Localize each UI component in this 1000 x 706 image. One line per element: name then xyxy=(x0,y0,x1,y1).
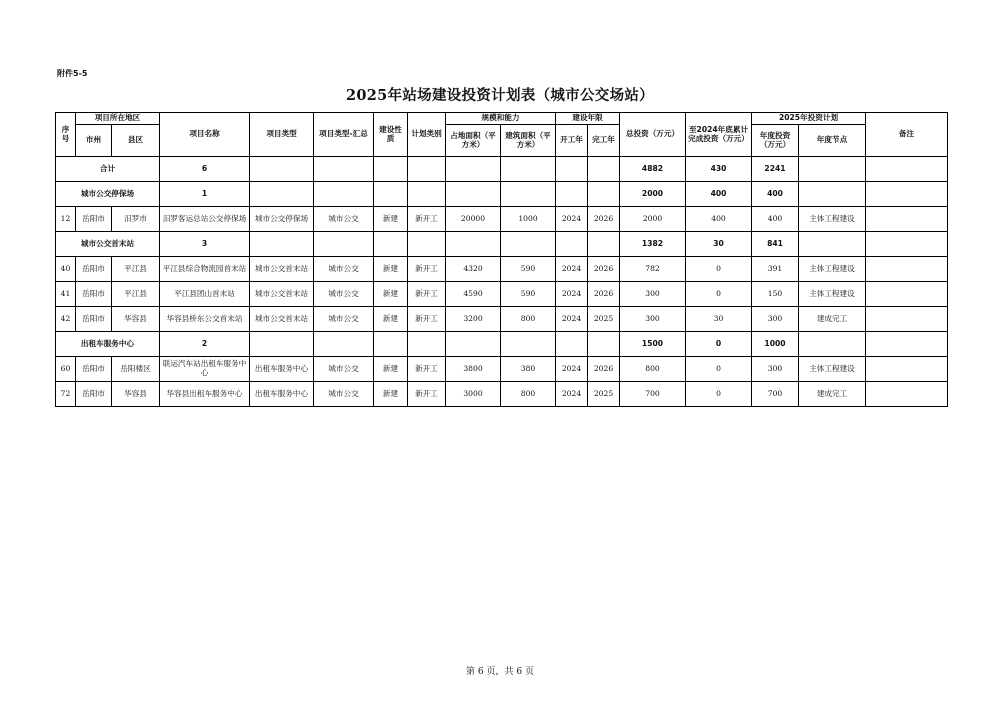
cell-remark xyxy=(866,382,948,407)
total-row xyxy=(56,157,948,182)
cell-summary: 城市公交 xyxy=(314,282,374,307)
attachment-label: 附件5-5 xyxy=(57,69,88,78)
cell-city: 岳阳市 xyxy=(76,382,112,407)
cell-city: 岳阳市 xyxy=(76,257,112,282)
cell-total: 2000 xyxy=(620,207,686,232)
cell-nature: 新建 xyxy=(374,357,408,382)
group-annual: 400 xyxy=(752,182,799,207)
cell-name: 平江县综合物流园首末站 xyxy=(160,257,250,282)
group-label: 城市公交首末站 xyxy=(56,232,160,257)
cell-name: 华容县出租车服务中心 xyxy=(160,382,250,407)
cell-land: 3200 xyxy=(446,307,501,332)
cell-annual: 300 xyxy=(752,307,799,332)
cell-remark xyxy=(866,257,948,282)
cell-type: 出租车服务中心 xyxy=(250,357,314,382)
group-row xyxy=(56,182,948,207)
cell-remark xyxy=(866,282,948,307)
cell-start: 2024 xyxy=(556,357,588,382)
cell-total: 782 xyxy=(620,257,686,282)
col-name: 项目名称 xyxy=(160,113,250,157)
col-remark: 备注 xyxy=(866,113,948,157)
cell-build: 590 xyxy=(501,282,556,307)
cell-land: 4320 xyxy=(446,257,501,282)
group-annual: 841 xyxy=(752,232,799,257)
cell-county: 华容县 xyxy=(112,307,160,332)
cell-type: 出租车服务中心 xyxy=(250,382,314,407)
cell-name: 平江县团山首末站 xyxy=(160,282,250,307)
cell-land: 20000 xyxy=(446,207,501,232)
cell-land: 4590 xyxy=(446,282,501,307)
col-completed-2024: 至2024年底累计完成投资（万元） xyxy=(686,113,752,157)
cell-type: 城市公交首末站 xyxy=(250,282,314,307)
cell-done: 0 xyxy=(686,257,752,282)
col-county: 县区 xyxy=(112,125,160,157)
total-annual: 2241 xyxy=(752,157,799,182)
cell-node: 建成完工 xyxy=(799,307,866,332)
cell-seq: 42 xyxy=(56,307,76,332)
group-done: 30 xyxy=(686,232,752,257)
group-label: 出租车服务中心 xyxy=(56,332,160,357)
cell-nature: 新建 xyxy=(374,382,408,407)
group-count: 2 xyxy=(160,332,250,357)
col-nature: 建设性质 xyxy=(374,113,408,157)
cell-end: 2026 xyxy=(588,282,620,307)
col-annual-node: 年度节点 xyxy=(799,125,866,157)
col-start-year: 开工年 xyxy=(556,125,588,157)
cell-build: 800 xyxy=(501,382,556,407)
cell-nature: 新建 xyxy=(374,307,408,332)
cell-county: 华容县 xyxy=(112,382,160,407)
table-row xyxy=(56,257,948,282)
cell-start: 2024 xyxy=(556,282,588,307)
group-done: 0 xyxy=(686,332,752,357)
cell-start: 2024 xyxy=(556,307,588,332)
group-label: 城市公交停保场 xyxy=(56,182,160,207)
cell-end: 2026 xyxy=(588,257,620,282)
group-row xyxy=(56,332,948,357)
cell-county: 岳阳楼区 xyxy=(112,357,160,382)
group-count: 1 xyxy=(160,182,250,207)
group-total: 2000 xyxy=(620,182,686,207)
cell-nature: 新建 xyxy=(374,207,408,232)
col-building-area: 建筑面积（平方米） xyxy=(501,125,556,157)
cell-city: 岳阳市 xyxy=(76,357,112,382)
group-total: 1382 xyxy=(620,232,686,257)
col-city: 市州 xyxy=(76,125,112,157)
group-done: 400 xyxy=(686,182,752,207)
group-row xyxy=(56,232,948,257)
cell-land: 3800 xyxy=(446,357,501,382)
cell-annual: 391 xyxy=(752,257,799,282)
cell-total: 300 xyxy=(620,282,686,307)
cell-end: 2025 xyxy=(588,307,620,332)
cell-type: 城市公交首末站 xyxy=(250,257,314,282)
cell-node: 主体工程建设 xyxy=(799,357,866,382)
cell-seq: 72 xyxy=(56,382,76,407)
cell-name: 汨罗客运总站公交停保场 xyxy=(160,207,250,232)
cell-plan: 新开工 xyxy=(408,257,446,282)
cell-node: 主体工程建设 xyxy=(799,257,866,282)
cell-summary: 城市公交 xyxy=(314,207,374,232)
group-count: 3 xyxy=(160,232,250,257)
cell-start: 2024 xyxy=(556,257,588,282)
cell-end: 2025 xyxy=(588,382,620,407)
investment-table xyxy=(55,112,948,407)
cell-remark xyxy=(866,207,948,232)
cell-total: 300 xyxy=(620,307,686,332)
cell-start: 2024 xyxy=(556,382,588,407)
cell-annual: 150 xyxy=(752,282,799,307)
cell-plan: 新开工 xyxy=(408,382,446,407)
cell-seq: 60 xyxy=(56,357,76,382)
cell-start: 2024 xyxy=(556,207,588,232)
cell-node: 主体工程建设 xyxy=(799,207,866,232)
cell-seq: 40 xyxy=(56,257,76,282)
cell-remark xyxy=(866,357,948,382)
col-location: 项目所在地区 xyxy=(76,113,160,125)
table-row xyxy=(56,307,948,332)
cell-nature: 新建 xyxy=(374,257,408,282)
col-land-area: 占地面积（平方米） xyxy=(446,125,501,157)
total-invest: 4882 xyxy=(620,157,686,182)
cell-summary: 城市公交 xyxy=(314,307,374,332)
total-label: 合计 xyxy=(56,157,160,182)
table-row xyxy=(56,282,948,307)
col-seq: 序号 xyxy=(56,113,76,157)
cell-node: 建成完工 xyxy=(799,382,866,407)
cell-summary: 城市公交 xyxy=(314,357,374,382)
cell-build: 1000 xyxy=(501,207,556,232)
cell-total: 800 xyxy=(620,357,686,382)
cell-build: 590 xyxy=(501,257,556,282)
cell-nature: 新建 xyxy=(374,282,408,307)
cell-build: 800 xyxy=(501,307,556,332)
cell-type: 城市公交停保场 xyxy=(250,207,314,232)
cell-plan: 新开工 xyxy=(408,207,446,232)
cell-end: 2026 xyxy=(588,357,620,382)
table-row xyxy=(56,382,948,407)
page-title: 2025年站场建设投资计划表（城市公交场站） xyxy=(346,87,654,104)
cell-annual: 300 xyxy=(752,357,799,382)
cell-done: 0 xyxy=(686,282,752,307)
cell-type: 城市公交首末站 xyxy=(250,307,314,332)
col-period: 建设年限 xyxy=(556,113,620,125)
cell-city: 岳阳市 xyxy=(76,207,112,232)
cell-city: 岳阳市 xyxy=(76,282,112,307)
col-end-year: 完工年 xyxy=(588,125,620,157)
col-annual-invest: 年度投资（万元） xyxy=(752,125,799,157)
cell-total: 700 xyxy=(620,382,686,407)
cell-done: 30 xyxy=(686,307,752,332)
total-done: 430 xyxy=(686,157,752,182)
col-plan-2025: 2025年投资计划 xyxy=(752,113,866,125)
table-row xyxy=(56,207,948,232)
cell-done: 0 xyxy=(686,357,752,382)
cell-done: 400 xyxy=(686,207,752,232)
cell-annual: 400 xyxy=(752,207,799,232)
cell-summary: 城市公交 xyxy=(314,257,374,282)
cell-remark xyxy=(866,307,948,332)
cell-county: 平江县 xyxy=(112,257,160,282)
cell-build: 380 xyxy=(501,357,556,382)
cell-city: 岳阳市 xyxy=(76,307,112,332)
cell-node: 主体工程建设 xyxy=(799,282,866,307)
cell-seq: 12 xyxy=(56,207,76,232)
page-footer: 第 6 页，共 6 页 xyxy=(466,667,534,677)
col-plan-category: 计划类别 xyxy=(408,113,446,157)
total-count: 6 xyxy=(160,157,250,182)
cell-name: 联运汽车站出租车服务中心 xyxy=(160,357,250,382)
group-annual: 1000 xyxy=(752,332,799,357)
cell-county: 平江县 xyxy=(112,282,160,307)
cell-plan: 新开工 xyxy=(408,282,446,307)
cell-end: 2026 xyxy=(588,207,620,232)
cell-seq: 41 xyxy=(56,282,76,307)
cell-land: 3000 xyxy=(446,382,501,407)
cell-summary: 城市公交 xyxy=(314,382,374,407)
group-total: 1500 xyxy=(620,332,686,357)
cell-plan: 新开工 xyxy=(408,307,446,332)
cell-annual: 700 xyxy=(752,382,799,407)
table-row xyxy=(56,357,948,382)
cell-done: 0 xyxy=(686,382,752,407)
cell-name: 华容县桥东公交首末站 xyxy=(160,307,250,332)
col-scale: 规模和能力 xyxy=(446,113,556,125)
cell-county: 汨罗市 xyxy=(112,207,160,232)
col-type-summary: 项目类型-汇总 xyxy=(314,113,374,157)
col-total-invest: 总投资（万元） xyxy=(620,113,686,157)
col-type: 项目类型 xyxy=(250,113,314,157)
cell-plan: 新开工 xyxy=(408,357,446,382)
